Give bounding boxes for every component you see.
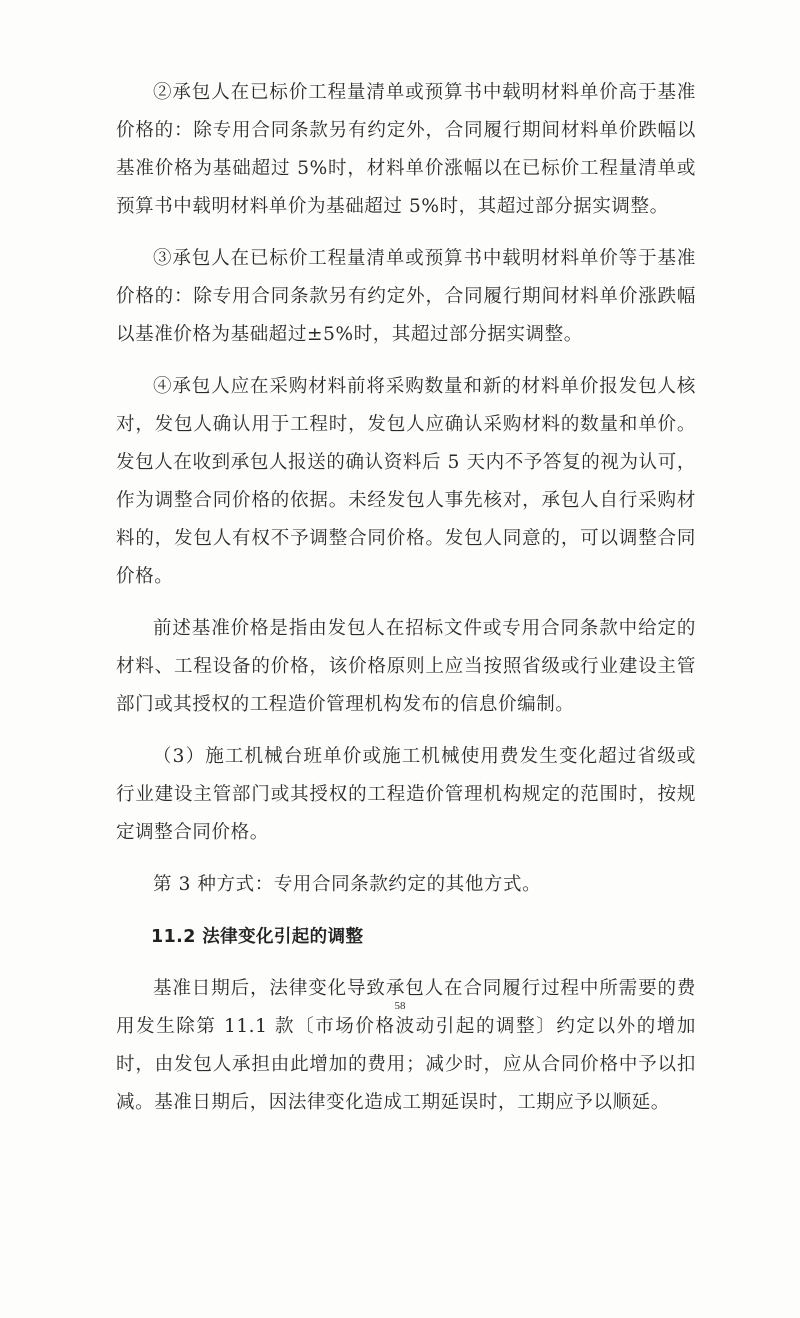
paragraph-gap <box>116 596 696 610</box>
paragraph-law-change-adjustment: 基准日期后，法律变化导致承包人在合同履行过程中所需要的费用发生除第 11.1 款〔市场价格波动引起的调整〕约定以外的增加时，由发包人承担由此增加的费用；减少时，应从合同价格中予以扣减。基准日期后，因法律变化造成工期延误时，工期应予以顺延。 <box>116 978 696 1113</box>
paragraph-gap <box>116 724 696 738</box>
page-body <box>116 74 696 1122</box>
paragraph-gap <box>116 226 696 240</box>
paragraph-gap <box>116 852 696 866</box>
paragraph-machinery-price: （3）施工机械台班单价或施工机械使用费发生变化超过省级或行业建设主管部门或其授权的工程造价管理机构规定的范围时，按规定调整合同价格。 <box>116 746 696 843</box>
section-heading: 11.2 法律变化引起的调整 <box>151 927 364 947</box>
page-number: 58 <box>394 1000 406 1012</box>
paragraph-material-price-equal-base: ③承包人在已标价工程量清单或预算书中载明材料单价等于基准价格的：除专用合同条款另有约定外，合同履行期间材料单价涨跌幅以基准价格为基础超过±5%时，其超过部分据实调整。 <box>116 248 696 345</box>
paragraph-base-price-definition: 前述基准价格是指由发包人在招标文件或专用合同条款中给定的材料、工程设备的价格，该价格原则上应当按照省级或行业建设主管部门或其授权的工程造价管理机构发布的信息价编制。 <box>116 618 696 715</box>
paragraph-gap <box>116 956 696 970</box>
paragraph-method-three: 第 3 种方式：专用合同条款约定的其他方式。 <box>153 874 542 895</box>
paragraph-gap <box>116 354 696 368</box>
paragraph-material-purchase-approval: ④承包人应在采购材料前将采购数量和新的材料单价报发包人核对，发包人确认用于工程时，发包人应确认采购材料的数量和单价。发包人在收到承包人报送的确认资料后 5 天内不予答复的视为认可，作为调整合同价格的依据。未经发包人事先核对，承包人自行采购材料的，发包人有权不予调整合同价格。发包人同意的，可以调整合同价格。 <box>116 376 696 587</box>
paragraph-material-price-above-base: ②承包人在已标价工程量清单或预算书中载明材料单价高于基准价格的：除专用合同条款另有约定外，合同履行期间材料单价跌幅以基准价格为基础超过 5%时，材料单价涨幅以在已标价工程量清单或预算书中载明材料单价为基础超过 5%时，其超过部分据实调整。 <box>116 82 696 217</box>
paragraph-gap <box>116 904 696 918</box>
